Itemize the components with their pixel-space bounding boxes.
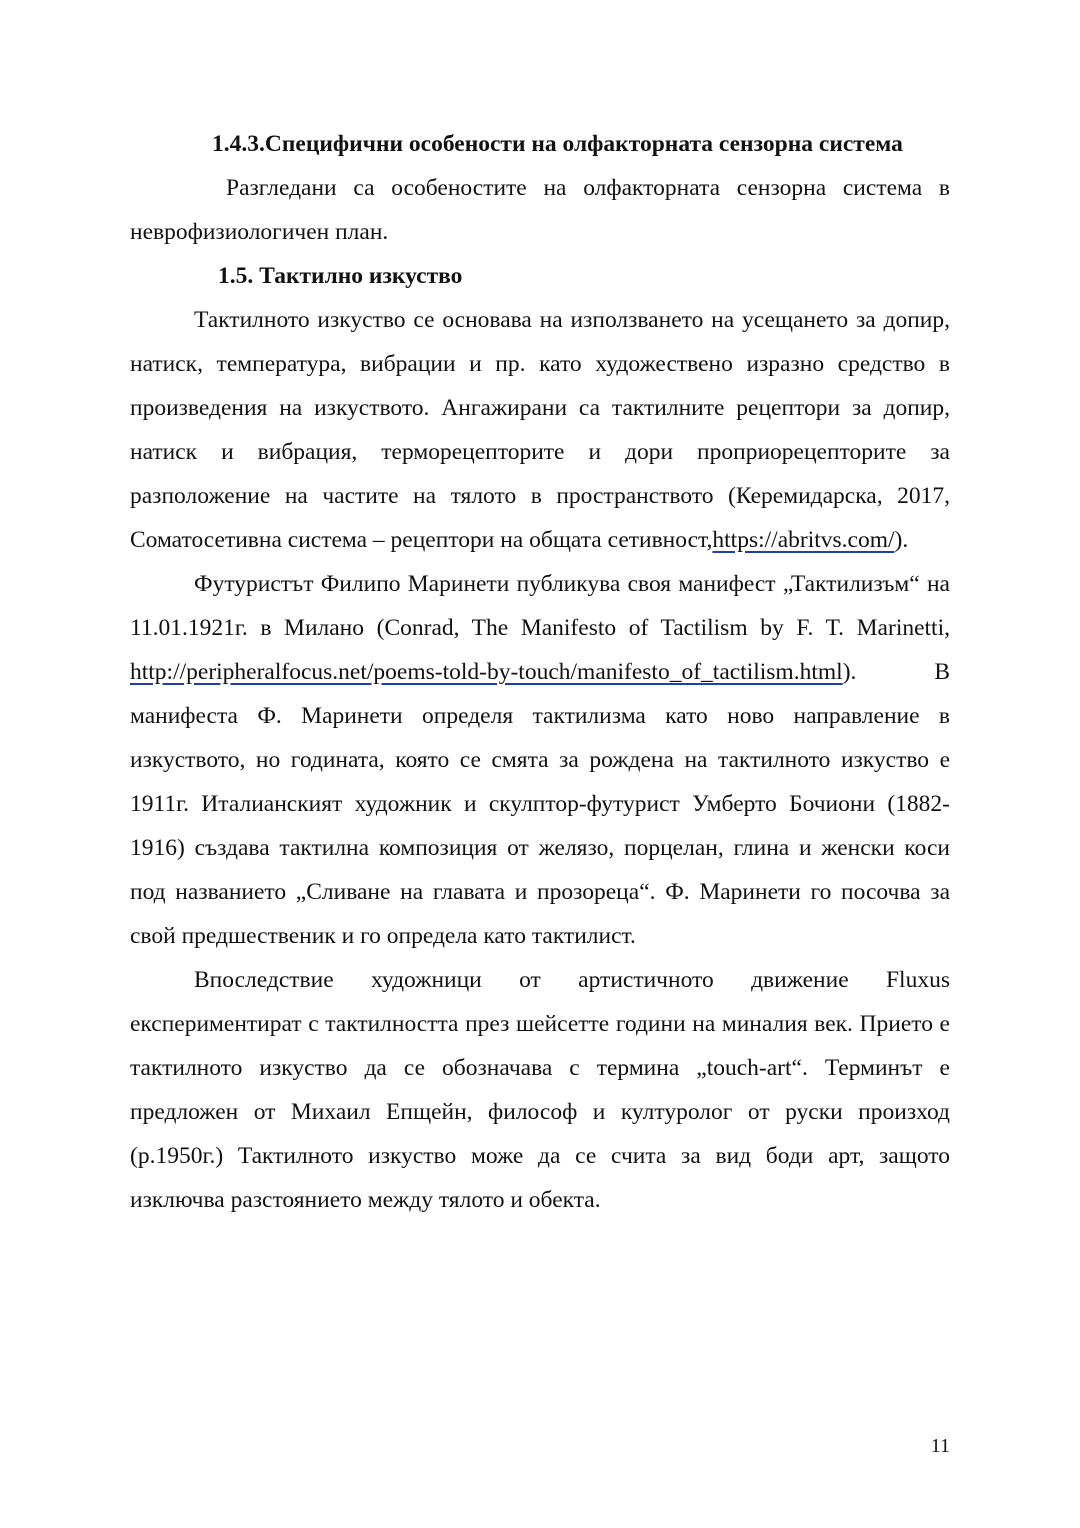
paragraph-1-suffix: ). (894, 527, 909, 553)
paragraph-2-before-link: Футуристът Филипо Маринети публикува своя манифест „Тактилизъм“ на 11.01.1921г. в Милано (Conrad, The Manifesto of Tactilism by F. T. Marinetti, (130, 571, 950, 641)
subsection-heading: 1.5. Тактилно изкуство (218, 263, 463, 289)
paragraph-2-after-link: ). В манифеста Ф. Маринети определя тактилизма като ново направление в изкуството, но годината, която се смята за рождена на тактилното изкуство е 1911г. Италианският художник и скулптор-футурист Умберто Бочиони (1882-1916) създава тактилна композиция от желязо, порцелан, глина и женски коси под названието „Сливане на главата и прозореца“. Ф. Маринети го посочва за свой предшественик и го определа като тактилист. (130, 659, 950, 949)
paragraph-1 (130, 298, 950, 562)
paragraph-1-text: Тактилното изкуство се основава на използването на усещането за допир, натиск, температура, вибрации и пр. като художествено изразно средство в произведения на изкуството. Ангажирани са тактилните рецептори за допир, натиск и вибрация, терморецепторите и дори проприорецепторите за разположение на частите на тялото в пространството (Керемидарска, 2017, Соматосетивна система – рецептори на общата сетивност, (130, 307, 950, 553)
tactilism-manifesto-link[interactable]: http://peripheralfocus.net/poems-told-by-touch/manifesto_of_tactilism.html (130, 659, 843, 685)
page-content (130, 122, 950, 1222)
page-number: 11 (930, 1435, 950, 1457)
paragraph-3: Впоследствие художници от артистичното движение Fluxus експериментират с тактилността през шейсетте години на миналия век. Прието е тактилното изкуство да се обозначава с термина „touch-art“. Терминът е предложен от Михаил Епщейн, философ и културолог от руски произход (р.1950г.) Тактилното изкуство може да се счита за вид боди арт, защото изключва разстоянието между тялото и обекта. (130, 967, 950, 1213)
section-heading (130, 122, 950, 166)
section-number: 1.4.3. (212, 131, 265, 157)
section-title: Специфични особености на олфакторната сензорна система (264, 131, 903, 157)
paragraph-2 (130, 562, 950, 958)
section-intro: Разгледани са особеностите на олфакторната сензорна система в неврофизиологичен план. (130, 175, 950, 245)
abritvs-link[interactable]: https://abritvs.com/ (712, 527, 895, 553)
